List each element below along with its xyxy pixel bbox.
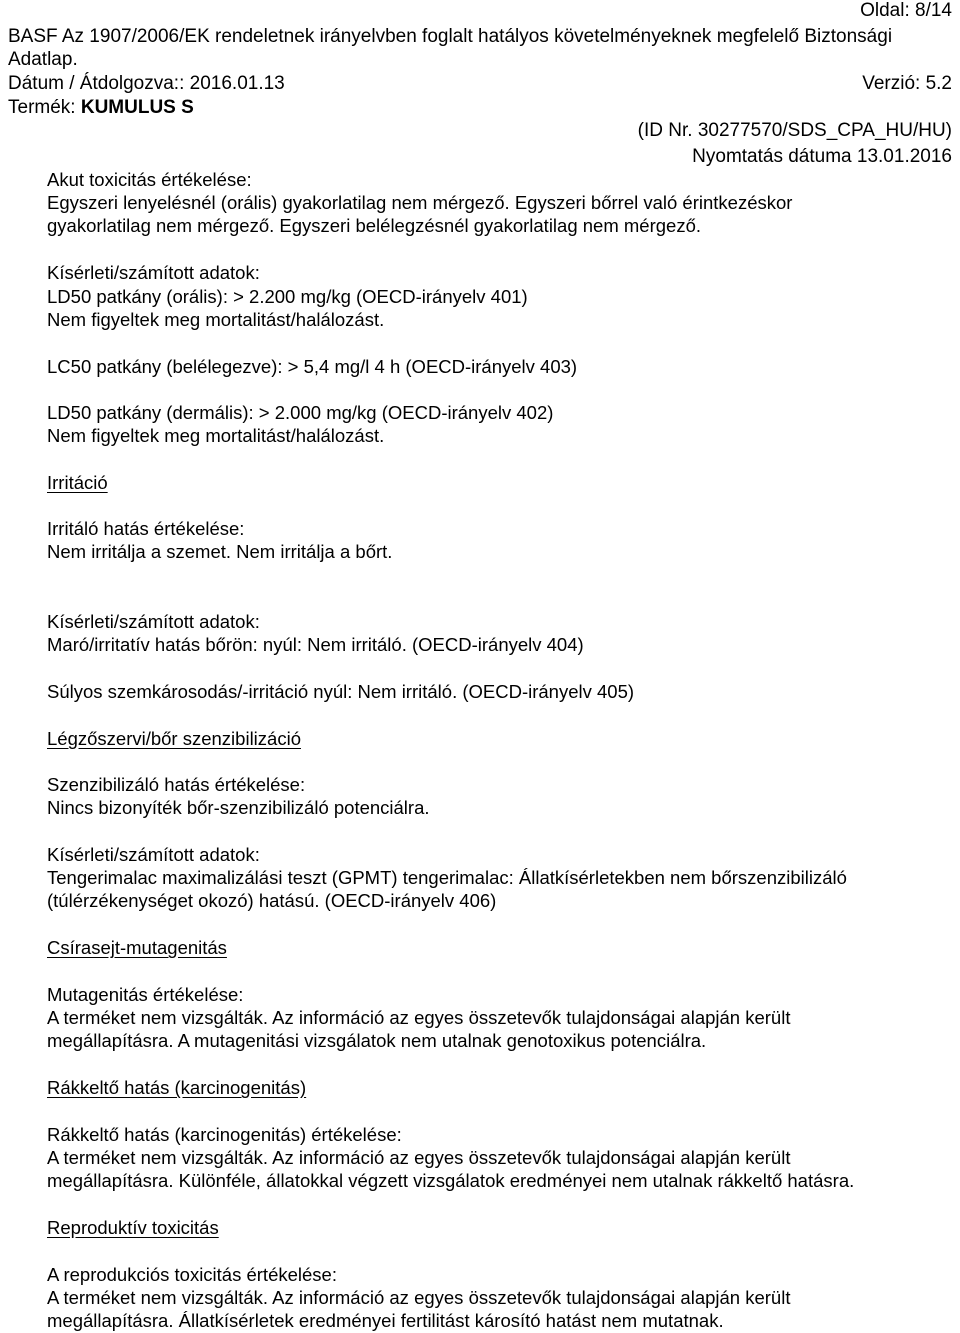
reproductive-eval-text-cont: megállapításra. Állatkísérletek eredményei fertilitást károsító hatást nem mutatnak. (47, 1310, 724, 1331)
acute-heading: Akut toxicitás értékelése: (47, 169, 252, 190)
id-number: (ID Nr. 30277570/SDS_CPA_HU/HU) (637, 120, 952, 141)
version: Verzió: 5.2 (862, 73, 952, 94)
mutagenicity-heading: Csírasejt-mutagenitás (47, 937, 227, 958)
mutagenicity-eval-label: Mutagenitás értékelése: (47, 984, 244, 1005)
irritation-heading: Irritáció (47, 472, 108, 493)
eye-irritation: Súlyos szemkárosodás/-irritáció nyúl: Nem irritáló. (OECD-irányelv 405) (47, 681, 635, 702)
mutagenicity-eval-text: A terméket nem vizsgálták. Az információ az egyes összetevők tulajdonságai alapján került (47, 1007, 791, 1028)
ld50-dermal: LD50 patkány (dermális): > 2.000 mg/kg (OECD-irányelv 402) (47, 402, 554, 423)
print-date: Nyomtatás dátuma 13.01.2016 (692, 146, 952, 167)
mutagenicity-eval-text-cont: megállapításra. A mutagenitási vizsgálatok nem utalnak genotoxikus potenciálra. (47, 1030, 707, 1051)
experimental-data-label: Kísérleti/számított adatok: (47, 844, 260, 865)
carcinogenicity-eval-label: Rákkeltő hatás (karcinogenitás) értékelése: (47, 1124, 402, 1145)
reproductive-toxicity-heading: Reproduktív toxicitás (47, 1217, 219, 1238)
irritation-eval-text: Nem irritálja a szemet. Nem irritálja a bőrt. (47, 541, 393, 562)
reproductive-eval-text: A terméket nem vizsgálták. Az információ az egyes összetevők tulajdonságai alapján került (47, 1287, 791, 1308)
reproductive-eval-label: A reprodukciós toxicitás értékelése: (47, 1264, 337, 1285)
product-name: KUMULUS S (80, 97, 194, 118)
sensitization-heading: Légzőszervi/bőr szenzibilizáció (47, 728, 301, 749)
irritation-eval-label: Irritáló hatás értékelése: (47, 518, 245, 539)
ld50-oral: LD50 patkány (orális): > 2.200 mg/kg (OECD-irányelv 401) (47, 286, 528, 307)
document-title: BASF Az 1907/2006/EK rendeletnek irányelvben foglalt hatályos követelményeknek megfelelő Biztonsági (8, 26, 893, 47)
skin-irritation: Maró/irritatív hatás bőrön: nyúl: Nem irritáló. (OECD-irányelv 404) (47, 634, 584, 655)
carcinogenicity-heading: Rákkeltő hatás (karcinogenitás) (47, 1077, 307, 1098)
experimental-data-label: Kísérleti/számított adatok: (47, 611, 260, 632)
carcinogenicity-eval-text-cont: megállapításra. Különféle, állatokkal végzett vizsgálatok eredményei nem utalnak rákkeltő hatásra. (47, 1170, 855, 1191)
carcinogenicity-eval-text: A terméket nem vizsgálták. Az információ az egyes összetevők tulajdonságai alapján került (47, 1147, 791, 1168)
revision-date: Dátum / Átdolgozva:: 2016.01.13 (8, 73, 285, 94)
no-mortality-note: Nem figyeltek meg mortalitást/halálozást. (47, 425, 385, 446)
experimental-data-label: Kísérleti/számított adatok: (47, 262, 260, 283)
document-title-cont: Adatlap. (8, 49, 78, 70)
page-number: Oldal: 8/14 (860, 0, 952, 21)
product-label: Termék: (8, 97, 81, 118)
acute-text: Egyszeri lenyelésnél (orális) gyakorlatilag nem mérgező. Egyszeri bőrrel való érintkezéskor (47, 192, 793, 213)
gpmt-result-cont: (túlérzékenységet okozó) hatású. (OECD-irányelv 406) (47, 890, 497, 911)
sensitization-eval-label: Szenzibilizáló hatás értékelése: (47, 774, 306, 795)
lc50-inhalation: LC50 patkány (belélegezve): > 5,4 mg/l 4 h (OECD-irányelv 403) (47, 356, 578, 377)
gpmt-result: Tengerimalac maximalizálási teszt (GPMT) tengerimalac: Állatkísérletekben nem bőrszenzibilizáló (47, 867, 847, 888)
sensitization-eval-text: Nincs bizonyíték bőr-szenzibilizáló potenciálra. (47, 797, 430, 818)
no-mortality-note: Nem figyeltek meg mortalitást/halálozást. (47, 309, 385, 330)
product-line (8, 97, 194, 119)
acute-text-cont: gyakorlatilag nem mérgező. Egyszeri belélegzésnél gyakorlatilag nem mérgező. (47, 215, 701, 236)
